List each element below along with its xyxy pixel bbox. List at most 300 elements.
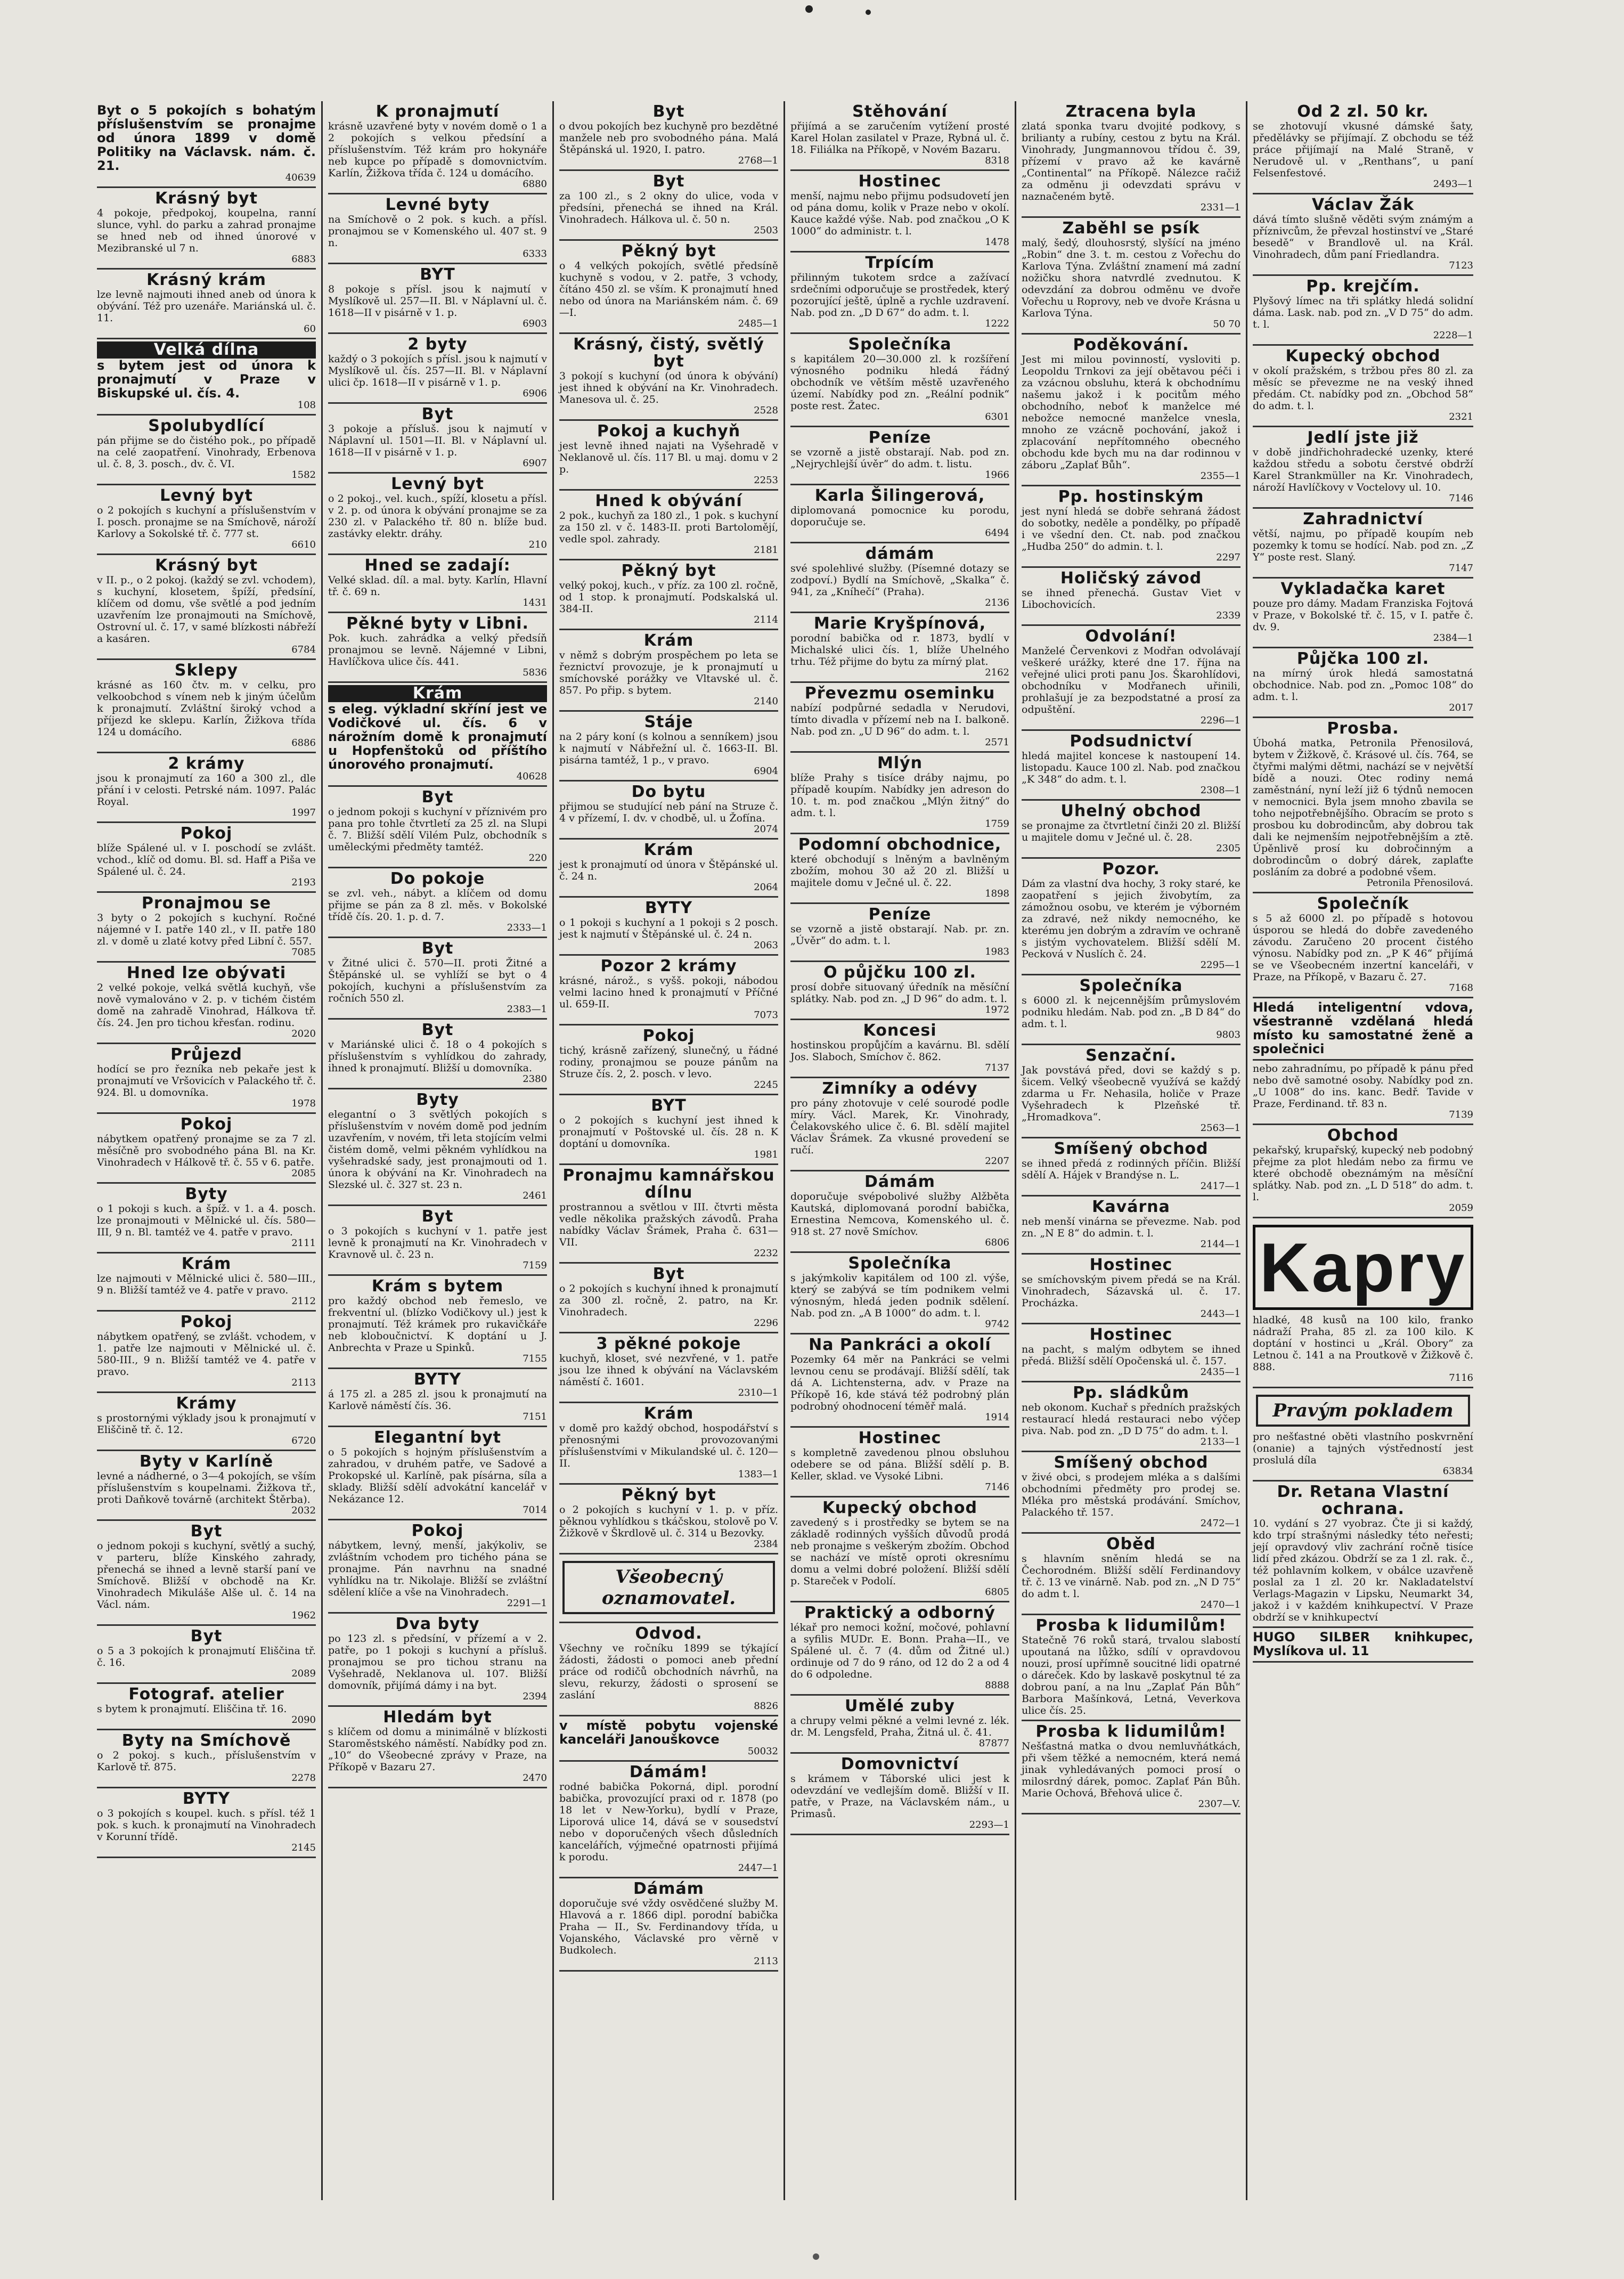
classified-ad [1253,427,1473,509]
classified-ad [1022,1255,1241,1324]
classified-ad [559,171,778,241]
ad-title: Elegantní byt [374,1428,501,1447]
classified-ad [790,753,1009,834]
ad-display-title: Kapry [1253,1225,1473,1310]
ad-title: Obchod [1327,1126,1399,1145]
classified-ad [1022,1615,1241,1721]
print-mark [813,2253,819,2260]
ad-text: pro každý obchod neb řemeslo, ve frekventní ul. (blízko Vodičkovy ul.) jest k pronajmutí. Též krámek pro rukavičkáře neb kloboučnictví. K doptání u J. Anbrechta v Praze u Spinků. [328,1295,547,1354]
ad-title: Převezmu oseminku [804,684,995,703]
classified-ad [1022,1197,1241,1255]
ad-reference-number: 2470 [523,1772,547,1784]
ad-title: Levný byt [160,486,253,505]
ad-title: Levný byt [391,475,484,493]
ad-reference-number: 1914 [985,1412,1009,1423]
ad-text: v místě pobytu vojenské kanceláři Janouškovce [559,1718,778,1747]
ad-reference-number: 6494 [985,527,1009,539]
ad-reference-number: 6610 [291,539,316,550]
ad-text: hostinskou propůjčím a kavárnu. Bl. sdělí Jos. Slaboch, Smíchov č. 862. [790,1039,1009,1063]
classified-ad [97,1114,316,1184]
ad-reference-number: 2228—1 [1433,330,1473,341]
ad-reference-number: 6301 [985,411,1009,422]
ad-text: s kompletně zavedenou plnou obsluhou odebere se od pána. Bližší sdělí p. B. Keller, sklad. ve Vysoké Libni. [790,1447,1009,1482]
classified-ad [97,1730,316,1788]
ad-title: Trpícím [865,254,935,272]
ad-reference-number: 2295—1 [1200,959,1241,971]
ad-reference-number: 6880 [523,178,547,190]
ad-text: o 5 pokojích s hojným příslušenstvím a zahradou, v druhém patře, ve Sadové a Prokopské ul. Karlíně, pak písárna, síla a sklady. Bližší sdělí advokátní kancelář v Nekázance 12. [328,1446,547,1505]
classified-ad [790,101,1009,171]
ad-reference-number: 1978 [291,1098,316,1109]
ad-reference-number: 2059 [1449,1202,1473,1214]
ad-title: Krásný byt [155,189,258,208]
ad-title: Krám [643,841,694,859]
ad-reference-number: 9742 [985,1318,1009,1330]
classified-ad [97,660,316,753]
ad-title: Byt [190,1627,223,1646]
classified-ad [790,1754,1009,1835]
classified-ad [790,834,1009,904]
ad-title: Pěkný byt [621,561,716,580]
ad-reference-number: 1431 [523,597,547,608]
ad-reference-number: 8826 [754,1700,778,1712]
classified-ad [1022,859,1241,975]
ad-reference-number: 7116 [1449,1372,1473,1383]
ad-text: nebo zahradnímu, po případě k pánu před nebo dvě samotné osoby. Nabídky pod zn. „U 1008“ do ins. kanc. Bedř. Tavide v Praze, Ferdinand. tř. 83 n. [1253,1063,1473,1110]
ad-text: doporučuje své vždy osvědčené služby M. Hlavová a r. 1866 dipl. porodní babička Praha — II., Sv. Ferdinandovy třída, u Vojanského, Václavské pro věrně v Budkolech. [559,1898,778,1956]
ad-text: se pronajme za čtvrtletní činži 20 zl. Bližší u majitele domu v Ječné ul. č. 28. [1022,820,1241,843]
ad-text: o 1 pokoji s kuch. a špíž. v 1. a 4. posch. lze pronajmouti v Mělnické ul. čís. 580—III, 9 n. Bl. tamtéž ve 4. patře v pravo. [97,1203,316,1238]
ad-title: Dámám [633,1879,704,1898]
ad-text: na mírný úrok hledá samostatná obchodnice. Nab. pod zn. „Pomoc 108“ do adm. t. l. [1253,668,1473,703]
ad-title: Podomní obchodnice, [798,835,1002,854]
column-5 [1016,101,1247,2200]
ad-title: Pokoj [180,1115,233,1134]
classified-ad [790,1696,1009,1754]
ad-text: Manželé Červenkovi z Modřan odvolávají veškeré urážky, které dne 17. října na veřejné ulici proti panu Jos. Škarohlídovi, obchodníku v Modřanech uřinili, prohlašují je za bezpodstatné a prosí za odpuštění. [1022,645,1241,715]
ad-reference-number: 6903 [523,318,547,329]
ad-title: Uhelný obchod [1060,802,1202,820]
classified-ad [1022,1534,1241,1615]
ad-reference-number: 2472—1 [1200,1518,1241,1529]
ad-reference-number: 2383—1 [507,1004,547,1015]
ad-reference-number: 2470—1 [1200,1599,1241,1610]
ad-reference-number: 2297 [1216,552,1241,563]
classified-ad [790,683,1009,753]
ad-text: v Mariánské ulici č. 18 o 4 pokojích s příslušenstvím s vyhlídkou do zahrady, ihned k pronajmutí. Bližší u domovníka. [328,1039,547,1074]
ad-title: Podsudnictví [1070,732,1193,751]
ad-text: přijímá a se zaručením vytížení prosté Karel Holan zasilatel v Praze, Rybná ul. č. 18. Filiálka na Příkopě, v Novém Bazaru. [790,120,1009,156]
ad-reference-number: 2144—1 [1200,1239,1241,1250]
ad-reference-number: 60 [304,323,316,335]
classified-ad [328,1089,547,1206]
ad-text: Jak povstává před, dovi se každý s p. šicem. Velký všeobecně využívá se každý zdarma u Fr. Nehasila, holiče v Praze Vyšehradech k Plzeňské tř. „Hromadkova“. [1022,1064,1241,1123]
ad-reference-number: 2293—1 [969,1819,1009,1830]
ad-text: 4 pokoje, předpokoj, koupelna, ranní slunce, vyhl. do parku a zahrad pronajme se hned neb od ihned únorové v Mezibranské ul 7 n. [97,207,316,254]
ad-title: Byty v Karlíně [139,1452,274,1471]
ad-title: Krámy [176,1394,237,1413]
classified-ad [1022,1324,1241,1382]
ad-text: neb menší vinárna se převezme. Nab. pod zn. „N E 8“ do admin. t. l. [1022,1216,1241,1239]
ad-text: v době jindřichohradecké uzenky, které každou středu a sobotu čerstvé obdrží Karel Strankmüller na Kr. Vinohradech, nároží Havlíčkovy v Voctelovy ul. 10. [1253,446,1473,493]
classified-ad [559,421,778,491]
classified-ad [1253,346,1473,427]
classified-ad [790,1334,1009,1428]
ad-title: Byt [421,405,454,424]
ad-title: Byt [421,1021,454,1039]
ad-text: levné a nádherné, o 3—4 pokojích, se vším příslušenstvím s koupelnami. Žižkova tř., proti Daňkově továrně (architekt Štěrba). [97,1470,316,1505]
ad-text: o 2 pokojích s kuchyní v 1. p. v příz. pěknou vyhlídkou s tkáčskou, stolově po V. Žižkově v Škrdlově ul. č. 314 u Bezovky. [559,1504,778,1539]
classified-ad [328,683,547,787]
classified-ad [328,194,547,264]
column-3 [554,101,785,2200]
classified-ad [790,485,1009,543]
ad-reference-number: 6904 [754,766,778,777]
ad-reference-number: 6720 [291,1435,316,1446]
ad-text: blíže Prahy s tisíce dráby najmu, po případě koupím. Nabídky jen adreson do 10. t. m. pod značkou „Mlýn žitný“ do adm. t. l. [790,772,1009,819]
ad-text: malý, šedý, dlouhosrstý, slyšící na jméno „Robin“ dne 3. t. m. cestou z Vořechu do Karlova Týna. Zvláštní znamení má zadní nožičku shora natvrdlé zvednutou. K odevzdání za dobrou odměnu ve dvoře Vořechu u Roprovy, neb ve dvoře Krásna u Karlova Týna. [1022,237,1241,319]
ad-reference-number: 40628 [516,771,547,782]
ad-text: Hledá inteligentní vdova, všestranně vzdělaná hledá místo ku samostatné ženě a společnici [1253,1000,1473,1056]
ad-reference-number: 2308—1 [1200,785,1241,796]
ad-title: Pozor. [1102,860,1160,878]
ad-reference-number: 7014 [523,1504,547,1516]
classified-ad [328,101,547,194]
classified-ad [559,1716,778,1762]
ad-text: přijmou se studující neb pání na Struze č. 4 v přízemí, I. dv. v chodbě, ul. u Žofína. [559,801,778,824]
ad-text: lze najmouti v Mělnické ulici č. 580—III., 9 n. Bližší tamtéž ve 4. patře v pravo. [97,1273,316,1296]
ad-title: Do bytu [631,783,706,801]
ad-title: Hostinec [1089,1256,1173,1274]
ad-text: v Žitné ulici č. 570—II. proti Žitné a Štěpánské ul. se vyhlíží se byt o 4 pokojích, kuchyni a příslušenstvím za ročních 550 zl. [328,957,547,1004]
ad-text: své spolehlivé služby. (Písemné dotazy se zodpoví.) Bydlí na Smíchově, „Skalka“ č. 941, za „Kníhečí“ (Praha). [790,563,1009,598]
ad-reference-number: 2114 [754,614,778,625]
ad-title: Byt [421,939,454,958]
classified-ad [1022,975,1241,1045]
ad-text: se vzorně a jistě obstarají. Nab. pr. zn. „Úvěr“ do adm. t. l. [790,923,1009,947]
ad-title: Peníze [868,905,932,924]
ad-text: tichý, krásně zařízený, slunečný, u řádné rodiny, pronajmou se pouze pánům na Struze čís. 2, 2. posch. v levo. [559,1045,778,1080]
ad-text: o 5 a 3 pokojích k pronajmutí Eliščina tř. č. 16. [97,1645,316,1668]
classified-ad [1253,1388,1473,1482]
classified-ad [559,898,778,956]
classified-ad [559,1025,778,1095]
ad-title: Odvod. [635,1624,703,1643]
classified-ad [328,938,547,1020]
classified-ad [790,1020,1009,1078]
ad-reference-number: 2245 [754,1079,778,1090]
ad-title: Pozor 2 krámy [600,957,737,975]
classified-ad [328,868,547,938]
classified-ad [1253,648,1473,718]
classified-ad [97,1184,316,1254]
ad-text: 10. vydání s 27 vyobraz. Čte ji si každý, kdo trpí strašnými následky této neřesti; její opravdový vliv zachrání ročně tisíce lidí před zkázou. Obdrží se za 1 zl. rak. č., též pohlavním kolkem, v obálce uzavřeně poslal za 1 zl. 20 kr. Nakladatelství Verlags-Magazin v Lipsku, Neumarkt 34, jakož i v každém knihkupectví. V Praze obdrží se v knihkupectví [1253,1518,1473,1623]
ad-text: blíže Spálené ul. v I. poschodí se zvlášt. vchod., klíč od domu. Bl. sd. Haff a Piša ve Spálené ul. č. 24. [97,842,316,877]
ad-text: Úbohá matka, Petronila Přenosilová, bytem v Žižkově, č. Krásové ul. čís. 764, se čtyřmi malými dětmi, nachází se v největší bídě a nouzi. Otec rodiny nemá zaměstnání, nyní leží již 6 týdnů nemocen v nemocnici. Byla jsem mnoho zbavila se toho nejpotřebnějšího. Obracím se proto s prosbou ku dobrodincům, aby dobrou tak dali ke nejmenším nejpotřebnějším a ztě. Úpěnlivě prosí ku dobročinným a dobrodincům o dobrý dárek, zaplaťte posláním za dobré a podobné všem. [1253,737,1473,878]
ad-title: Stěhování [852,102,948,121]
ad-text: krásně uzavřené byty v novém domě o 1 a 2 pokojích s velkou předsíní a příslušenstvím. Též krám pro hokynáře neb kupce po případě s domovnictvím. Karlín, Žižkova třída č. 124 u domácího. [328,120,547,179]
ad-reference-number: 2207 [985,1155,1009,1167]
ad-reference-number: 7159 [523,1260,547,1271]
column-4 [785,101,1016,2200]
classified-ad [559,334,778,421]
classified-ad [1253,276,1473,346]
ad-text: a chrupy velmi pěkné a velmi levné z. lék. dr. M. Lengsfeld, Praha, Žitná ul. č. 41. [790,1715,1009,1738]
ad-text: o 4 velkých pokojích, světlé předsíně kuchyně s vodou, v 2. patře, 3 vchody, čítáno 450 zl. se vším. K pronajmutí hned nebo od února na Mariánském nám. č. 69—I. [559,260,778,319]
ad-title: Byt [421,1207,454,1226]
ad-text: jest nyní hledá se dobře sehraná žádost do sobotky, neděle a pondělky, po případě i ve všední den. Ct. nab. pod značkou „Hudba 250“ do admin. t. l. [1022,506,1241,552]
ad-reference-number: 7146 [1449,493,1473,504]
ad-title: Pokoj [642,1027,695,1045]
classified-ad [559,1333,778,1403]
ad-reference-number: 2503 [754,225,778,236]
ad-text: Pok. kuch. zahrádka a velký předsíň pronajmou se levně. Nájemné v Libni, Havlíčkova ulice čís. 441. [328,632,547,668]
classified-ad [559,1623,778,1716]
classified-ad [1022,1382,1241,1452]
ad-reference-number: 1383—1 [738,1469,778,1480]
ad-reference-number: 1962 [291,1610,316,1621]
ad-title: Karla Šilingerová, [814,486,985,505]
ad-text: se ihned přenechá. Gustav Viet v Libochovicích. [1022,587,1241,611]
ad-reference-number: 2768—1 [738,155,778,166]
ad-reference-number: 2380 [523,1073,547,1085]
ad-title: Hostinec [858,172,942,191]
ad-text: o 2 pokojích s kuchyní a příslušenstvím v I. posch. pronajme se na Smíchově, nároží Karlovy a Sokolské tř. č. 777 st. [97,504,316,540]
ad-reference-number: 2140 [754,696,778,707]
ad-text: 3 pokojí s kuchyní (od února k obývání) jest ihned k obývání na Kr. Vinohradech. Manesova ul. č. 25. [559,370,778,405]
ad-reference-number: 7155 [523,1353,547,1364]
classified-ad [559,241,778,334]
ad-text: se zvl. veh., nábyt. a klíčem od domu přijme se pán za 8 zl. měs. v Bokolské třídě čís. 20. 1. p. d. 7. [328,888,547,923]
ad-title: BYT [651,1096,687,1115]
classified-ad [97,416,316,485]
ad-text: s eleg. výkladní skříní jest ve Vodičkové ul. čís. 6 v nárožním domě k pronajmutí u Hopfenštoků od příštího únorového pronajmutí. [328,702,547,772]
classified-ad [1253,509,1473,579]
ad-text: menší, najmu nebo přijmu podsudovetí jen od pána domu, kolik v Praze nebo v okolí. Kauce každé výše. Nab. pod značkou „O K 1000“ do administr. t. l. [790,190,1009,237]
classified-ad [328,1206,547,1276]
classified-ad [1022,1452,1241,1534]
ad-title: Byty [185,1185,228,1203]
ad-title: Dámám [864,1173,935,1191]
ad-text: 3 byty o 2 pokojích s kuchyní. Ročné nájemné v I. patře 140 zl., v II. patře 180 zl. v domě u zlaté kotvy před Libní č. 557. [97,912,316,947]
ad-text: se zhotovují vkusné dámské šaty, předělávky se přijímají. Z obchodu se též práce přijímají na Malé Straně, v Nerudově ul. v „Renthans“, u paní Felsenfestové. [1253,120,1473,179]
classified-ad [97,823,316,893]
ad-reference-number: 1222 [985,318,1009,329]
classified-ad [559,782,778,840]
classified-ad [1253,1482,1473,1628]
ad-text: pekařský, krupařský, kupecký neb podobný přejme za plot hledám nebo za firmu ve které obchodě obeznámým na měsíční splátky. Nab. pod zn. „L D 518“ do adm. t. l. [1253,1144,1473,1203]
ad-title: Na Pankráci a okolí [809,1336,991,1354]
ad-text: jsou k pronajmutí za 160 a 300 zl., dle přání i v celosti. Petrské nám. 1097. Palác Royal. [97,772,316,808]
ad-reference-number: 2020 [291,1028,316,1039]
ad-title: Byt [652,1265,685,1283]
ad-title: Dva byty [395,1615,480,1633]
ad-text: hladké, 48 kusů na 100 kilo, franko nádraží Praha, 85 zl. za 100 kilo. K doptání v hostinci u „Král. Obory“ za Letnou č. 141 a na Proutkově v Žižkově č. 888. [1253,1314,1473,1373]
classified-ad [559,1095,778,1165]
classified-ad [97,555,316,660]
ad-reference-number: 2307—V. [1198,1798,1241,1810]
ad-reference-number: 2435—1 [1200,1366,1241,1378]
ad-text: větší, najmu, po případě koupím neb pozemky k tomu se hodící. Nab. pod zn. „Z Y“ poste rest. Slaný. [1253,528,1473,563]
classified-ad [559,101,778,171]
ad-reference-number: 2305 [1216,843,1241,854]
ad-title: Mlýn [877,754,923,772]
classified-ad [328,334,547,404]
ad-title: Oběd [1106,1535,1156,1553]
ad-reference-number: 6906 [523,388,547,399]
ad-text: s kapitálem 20—30.000 zl. k rozšíření výnosného podniku hledá řádný obchodník ve větším městě uzavřeného území. Nabídky pod zn. „Reální podnik“ poste rest. Žatec. [790,353,1009,412]
classified-ad [1253,718,1473,893]
ad-reference-number: 7168 [1449,982,1473,994]
ad-title: Pp. krejčím. [1306,277,1420,296]
ad-reference-number: 40639 [285,172,316,183]
ad-text: s krámem v Táborské ulici jest k odevzdání ve vedlejším domě. Bližší v II. patře, v Praze, na Václavském nám., u Primasů. [790,1773,1009,1820]
ad-text: o 2 pokoj. s kuch., příslušenstvím v Karlově tř. 875. [97,1749,316,1773]
ad-title: Krám s bytem [371,1277,504,1296]
ad-reference-number: 7146 [985,1482,1009,1493]
classified-ad [1253,194,1473,276]
ad-title: 3 pěkné pokoje [596,1334,741,1353]
classified-ad [328,1276,547,1369]
classified-ad [1253,579,1473,648]
ad-text: v živé obci, s prodejem mléka a s dalšími obchodními předměty pro prodej se. Mléka pro městská prodávání. Smíchov, Palackého tř. 157. [1022,1471,1241,1518]
ad-reference-number: 2112 [291,1296,316,1307]
classified-ad [328,1020,547,1089]
ad-reference-number: 2321 [1449,411,1473,422]
ad-reference-number: 87877 [978,1738,1009,1749]
ad-title: Kupecký obchod [822,1499,977,1517]
ad-reference-number: 2291—1 [507,1598,547,1609]
ad-text: s klíčem od domu a minimálně v blízkosti Staroměstského náměstí. Nabídky pod zn. „10“ do Všeobecné zprávy v Praze, na Příkopě v Bazaru 27. [328,1726,547,1773]
ad-reference-number: 2111 [291,1238,316,1249]
ad-title: Byt [421,788,454,807]
ad-title: Spolubydlící [148,417,265,435]
classified-ad [559,560,778,630]
ad-text: o jednom pokoji s kuchyní, světlý a suchý, v parteru, blíže Kinského zahrady, přenechá se ihned a levně starší paní ve Smíchově. Bližší v obchodě na Kr. Vinohradech Mikuláše Alše ul. č. 14 na Václ. nám. [97,1540,316,1610]
ad-text: které obchodují s lněným a bavlněným zbožím, mohou 30 až 20 zl. Bližší u majitele domu v Ječné ul. č. 22. [790,853,1009,889]
ad-title: Vykladačka karet [1280,580,1446,598]
classified-ad [328,404,547,474]
ad-text: pán přijme se do čistého pok., po případě na celé zaopatření. Vinohrady, Erbenova ul. č. 8, 3. posch., dv. č. VI. [97,435,316,470]
classified-ad [790,904,1009,962]
ad-title: Peníze [868,428,932,447]
ad-text: Všechny ve ročníku 1899 se týkající žádosti, žádosti o pomoci aneb přední práce od rodičů obchodních návrhů, na slevu, rekurzy, žádosti o sprosení se zaslání [559,1642,778,1701]
ad-title: Společníka [848,335,952,354]
ad-title: Průjezd [170,1045,242,1064]
classified-ad [790,253,1009,334]
ad-reference-number: 50032 [747,1746,778,1757]
ad-reference-number: 2162 [985,667,1009,678]
ad-title: Prosba k lidumilům! [1035,1722,1227,1741]
ad-title: Levné byty [385,196,490,214]
ad-text: Dám za vlastní dva hochy, 3 roky staré, ke zaopatření s jejich živobytím, za zámožnou osobu, ve kterém je výborném za zdravé, než nikdy nemocného, ke kterému jen dobrým a zdravím ve ochraně s jistým vychovatelem. Bližší sdělí M. Pecková v Nuslích č. 24. [1022,878,1241,960]
ad-title: Pokoj [180,824,233,843]
ad-text: s prostornými výklady jsou k pronajmutí v Eliščině tř. č. 12. [97,1412,316,1436]
classified-ad [97,1521,316,1626]
ad-text: Statečně 76 roků stará, trvalou slabostí upoutaná na lůžko, sdílí v opravdovou nouzi, prosí upřímně soucitné lidi opatrné o dáreček. Kdo by laskavě poskytnul té za dobrou paní, a na lnu „Zaplať Pán Bůh“ Barbora Mašínková, Letná, Veverkova ulice čís. 25. [1022,1634,1241,1716]
ad-title: Byt [652,172,685,191]
classified-ad [1022,801,1241,859]
ad-text: zavedený s i prostředky se bytem se na základě rodinných vyšších důvodů prodá neb pronajme s veškerým zbožím. Obchod se nachází ve místě oproti okresnímu domu a velmi dobré položení. Bližší sdělí p. Stareček v Podolí. [790,1517,1009,1587]
classified-ad [559,1403,778,1485]
ad-reference-number: 6805 [985,1586,1009,1598]
ad-reference-number: 2232 [754,1248,778,1259]
classified-ad [790,962,1009,1020]
classified-ad [1253,1218,1473,1388]
ad-text: o dvou pokojích bez kuchyně pro bezdětné manžele neb pro svobodného pána. Malá Štěpánská ul. 1920, I. patro. [559,120,778,156]
ad-reference-number: 2133—1 [1200,1436,1241,1447]
ad-reference-number: 1997 [291,807,316,818]
ad-reference-number: 2085 [291,1168,316,1179]
classified-ad [1253,893,1473,998]
ad-reference-number: 2063 [754,940,778,951]
ad-text: prosí dobře situovaný úředník na měsíční splátky. Nab. pod zn. „J D 96“ do adm. t. l. [790,981,1009,1005]
ad-title: Prosba k lidumilům! [1035,1616,1227,1635]
ad-reference-number: 2090 [291,1714,316,1725]
classified-columns [92,101,1567,2200]
ad-reference-number: Petronila Přenosilová. [1366,877,1473,889]
classified-ad [328,1520,547,1614]
classified-ad [328,1369,547,1427]
ad-title: Společníka [848,1254,952,1273]
ad-title: Pronajmou se [141,894,272,913]
ad-reference-number: 1582 [291,469,316,481]
ad-title: Krám [643,1404,694,1423]
ad-text: prostrannou a světlou v III. čtvrti města vedle několika pražských závodů. Praha nabídky Václav Šrámek, Praha č. 631—VII. [559,1201,778,1248]
ad-title: Fotograf. atelier [128,1685,284,1704]
ad-title: Stáje [644,713,693,731]
ad-reference-number: 6784 [291,644,316,655]
classified-ad [328,555,547,613]
classified-ad [1022,101,1241,218]
ad-reference-number: 6806 [985,1237,1009,1248]
classified-ad [1022,1721,1241,1814]
ad-reference-number: 210 [528,539,547,550]
ad-text: nabízí podpůrné sedadla v Nerudovi, tímto divadla v přízemí neb na I. balkoně. Nab. pod zn. „U D 96“ do adm. t. l. [790,702,1009,737]
ad-reference-number: 2331—1 [1200,202,1241,213]
ad-title: 2 krámy [168,754,245,773]
classified-ad [559,840,778,898]
ad-reference-number: 6333 [523,248,547,259]
ad-title: Pp. sládkům [1073,1383,1189,1402]
ad-reference-number: 2310—1 [738,1387,778,1398]
classified-ad [97,1254,316,1312]
ad-text: o jednom pokoji s kuchyní v příznivém pro pana pro tohle čtvrtletí za 25 zl. na Slupi č. 7. Bližší sdělí Vilém Pulz, obchodník s uměleckými předměty tamtéž. [328,806,547,853]
ad-reference-number: 2417—1 [1200,1181,1241,1192]
ad-text: Pozemky 64 měr na Pankráci se velmi levnou cenu se prodávají. Bližší sdělí, tak dá A. Lichtensterna, adv. v Praze na Příkopě 16, kde stává též podrobný plán podrobný ohodnocení téměř malá. [790,1354,1009,1412]
ad-reference-number: 1966 [985,469,1009,481]
ad-title: Pokoj [411,1521,464,1540]
ad-title: Václav Žák [1311,196,1415,214]
ad-title: Pronajmu kamnářskou dílnu [562,1166,775,1202]
ad-reference-number: 1898 [985,888,1009,899]
classified-ad [97,753,316,823]
classified-ad [790,1253,1009,1334]
ad-title: Dr. Retana Vlastní ochrana. [1277,1483,1449,1518]
classified-ad [559,1165,778,1264]
ad-text: kuchyň, kloset, své nezvřené, v 1. patře jsou lze ihned k obývání na Václavském náměstí č. 1601. [559,1353,778,1388]
ad-reference-number: 1983 [985,946,1009,957]
classified-ad [1022,1138,1241,1197]
ad-reference-number: 2136 [985,597,1009,608]
ad-text: 8 pokoje s přísl. jsou k najmutí v Myslíkově ul. 257—II. Bl. v Náplavní ul. č. 1618—II v pisárně v 1. p. [328,283,547,319]
ad-reference-number: 6883 [291,254,316,265]
ad-text: za 100 zl., s 2 okny do ulice, voda v předsíni, přenechá se ihned na Král. Vinohradech. Hálkova ul. č. 50 n. [559,190,778,225]
ad-text: Jest mi milou povinností, vysloviti p. Leopoldu Trnkovi za její obětavou péči i za vzácnou obsluhu, která k obchodnímu našemu jakož i k pocitům mého obchodního, neboť k manželce mé nebožce nemocné manželce vnesla, mnoho ze vzácně pochování, jakož i zplacování nepřítomného obecného obchodu kde bych mu na dar rodinnou v záboru „Zaplať Bůh“. [1022,354,1241,471]
ad-title: Zimníky a odévy [822,1079,978,1098]
classified-ad [97,188,316,270]
ad-text: lze levně najmouti ihned aneb od února k obývání. Též pro uzenáře. Mariánská ul. č. 11. [97,289,316,324]
